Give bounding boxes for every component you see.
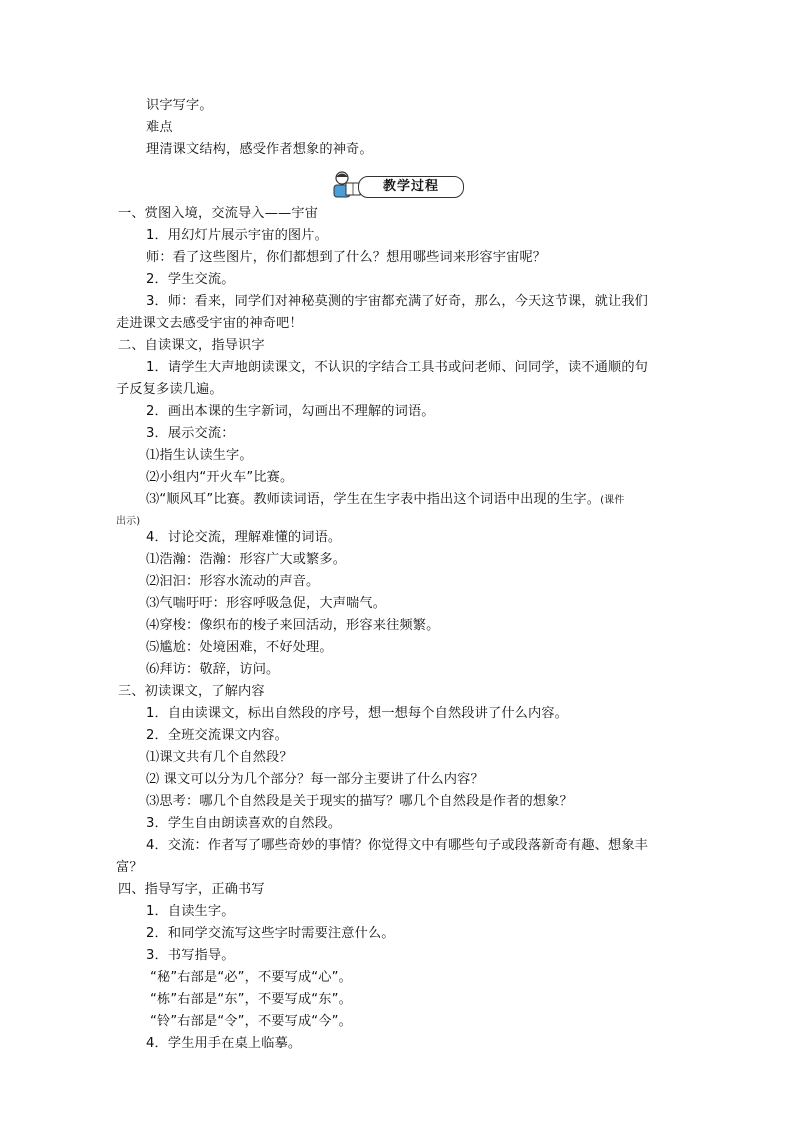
text-line: “铃”右部是“令”，不要写成“今”。 — [150, 1014, 352, 1029]
text-line: “秘”右部是“必”，不要写成“心”。 — [150, 970, 352, 985]
text-segment-small: (课件 — [600, 495, 625, 506]
text-line: 识字写字。 — [146, 98, 213, 113]
section-heading-1: 一、赏图入境，交流导入——宇宙 — [118, 206, 319, 221]
text-line: ⑸尴尬：处境困难，不好处理。 — [146, 640, 333, 655]
text-line: ⑴指生认读生字。 — [146, 448, 253, 463]
text-line: 2．和同学交流写这些字时需要注意什么。 — [146, 926, 395, 941]
text-line: 2．学生交流。 — [146, 272, 235, 287]
banner-title: 教学过程 — [358, 176, 464, 198]
text-line: 3．师：看来，同学们对神秘莫测的宇宙都充满了好奇，那么，今天这节课，就让我们 — [146, 294, 649, 309]
text-line: 4．学生用手在桌上临摹。 — [146, 1036, 302, 1051]
text-line: ⑴浩瀚：浩瀚：形容广大或繁多。 — [146, 552, 347, 567]
text-line: ⑶气喘吁吁：形容呼吸急促，大声喘气。 — [146, 596, 387, 611]
text-segment: ⑶“顺风耳”比赛。教师读词语，学生在生字表中指出这个词语中出现的生字。 — [146, 492, 601, 507]
text-line: 富？ — [116, 860, 143, 875]
text-line: ⑶思考：哪几个自然段是关于现实的描写？哪几个自然段是作者的想象？ — [146, 794, 573, 809]
text-line: 3．学生自由朗读喜欢的自然段。 — [146, 816, 342, 831]
text-line: 走进课文去感受宇宙的神奇吧！ — [116, 316, 303, 331]
text-line: 3．展示交流： — [146, 426, 235, 441]
text-line: 1．用幻灯片展示宇宙的图片。 — [146, 228, 328, 243]
section-heading-2: 二、自读课文，指导识字 — [118, 338, 265, 353]
text-line-small: 出示) — [116, 516, 141, 527]
teaching-process-banner — [328, 169, 468, 201]
text-line: ⑹拜访：敬辞，访问。 — [146, 662, 280, 677]
text-line: 理清课文结构，感受作者想象的神奇。 — [146, 142, 373, 157]
text-line: “栋”右部是“东”，不要写成“东”。 — [150, 992, 352, 1007]
section-heading-difficulty: 难点 — [146, 120, 173, 135]
text-line: 4．讨论交流，理解难懂的词语。 — [146, 530, 342, 545]
text-line: 2．画出本课的生字新词，勾画出不理解的词语。 — [146, 404, 435, 419]
text-line: 师：看了这些图片，你们都想到了什么？想用哪些词来形容宇宙呢？ — [146, 250, 547, 265]
text-line — [146, 490, 624, 511]
text-line: ⑴课文共有几个自然段？ — [146, 750, 293, 765]
text-line: ⑷穿梭：像织布的梭子来回活动，形容来往频繁。 — [146, 618, 440, 633]
text-line: 2．全班交流课文内容。 — [146, 728, 288, 743]
text-line: 1．自读生字。 — [146, 904, 235, 919]
text-line: 3．书写指导。 — [146, 948, 235, 963]
text-line: 子反复多读几遍。 — [116, 382, 223, 397]
text-line: ⑵小组内“开火车”比赛。 — [146, 470, 294, 485]
text-line: 1．请学生大声地朗读课文，不认识的字结合工具书或问老师、问同学，读不通顺的句 — [146, 360, 649, 375]
text-line: 1．自由读课文，标出自然段的序号，想一想每个自然段讲了什么内容。 — [146, 706, 568, 721]
section-heading-3: 三、初读课文，了解内容 — [118, 684, 265, 699]
text-line: 4．交流：作者写了哪些奇妙的事情？你觉得文中有哪些句子或段落新奇有趣、想象丰 — [146, 838, 649, 853]
text-line: ⑵汩汩：形容水流动的声音。 — [146, 574, 320, 589]
text-line: ⑵ 课文可以分为几个部分？每一部分主要讲了什么内容？ — [146, 772, 484, 787]
section-heading-4: 四、指导写字，正确书写 — [118, 882, 265, 897]
